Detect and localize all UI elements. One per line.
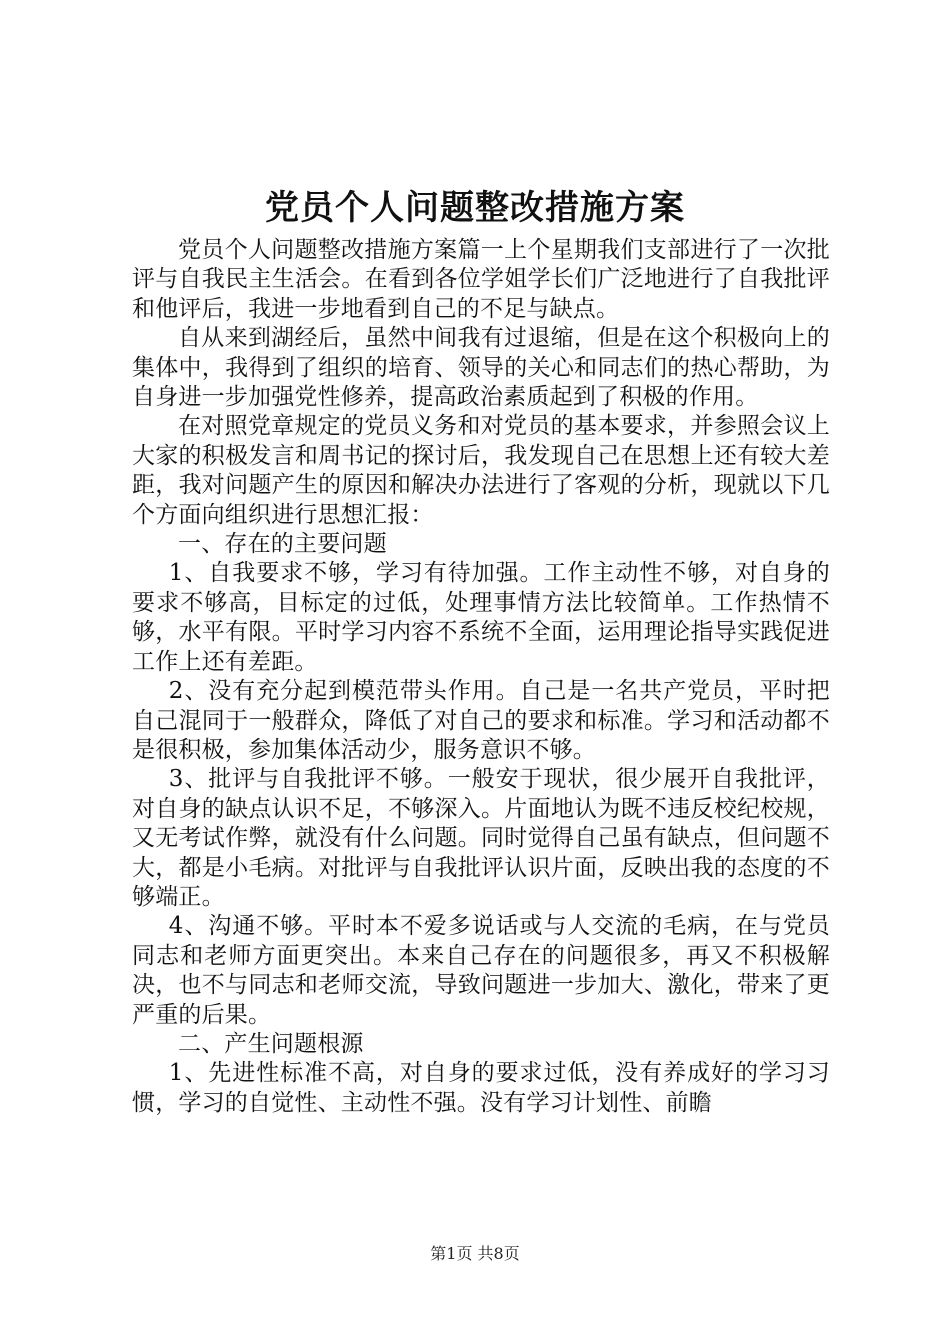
document-body	[132, 236, 830, 1118]
paragraph-intro: 党员个人问题整改措施方案篇一上个星期我们支部进行了一次批评与自我民主生活会。在看到各位学姐学长们广泛地进行了自我批评和他评后，我进一步地看到自己的不足与缺点。	[132, 237, 830, 322]
cause-item-1: 1、先进性标准不高，对自身的要求过低，没有养成好的学习习惯，学习的自觉性、主动性不强。没有学习计划性、前瞻	[132, 1060, 830, 1116]
document-title: 党员个人问题整改措施方案	[265, 188, 685, 228]
problem-item-4: 4、沟通不够。平时本不爱多说话或与人交流的毛病，在与党员同志和老师方面更突出。本来自己存在的问题很多，再又不积极解决，也不与同志和老师交流，导致问题进一步加大、激化，带来了更严重的后果。	[132, 913, 830, 1028]
problem-item-3: 3、批评与自我批评不够。一般安于现状，很少展开自我批评，对自身的缺点认识不足，不够深入。片面地认为既不违反校纪校规，又无考试作弊，就没有什么问题。同时觉得自己虽有缺点，但问题不大，都是小毛病。对批评与自我批评认识片面，反映出我的态度的不够端正。	[132, 766, 830, 910]
problem-item-2: 2、没有充分起到模范带头作用。自己是一名共产党员，平时把自己混同于一般群众，降低了对自己的要求和标准。学习和活动都不是很积极，参加集体活动少，服务意识不够。	[132, 678, 830, 763]
problem-item-1: 1、自我要求不够，学习有待加强。工作主动性不够，对自身的要求不够高，目标定的过低，处理事情方法比较简单。工作热情不够，水平有限。平时学习内容不系统不全面，运用理论指导实践促进工作上还有差距。	[132, 560, 830, 675]
section-heading-problems: 一、存在的主要问题	[178, 531, 387, 558]
section-heading-causes: 二、产生问题根源	[178, 1030, 364, 1057]
paragraph-reflection: 在对照党章规定的党员义务和对党员的基本要求，并参照会议上大家的积极发言和周书记的探讨后，我发现自己在思想上还有较大差距，我对问题产生的原因和解决办法进行了客观的分析，现就以下几个方面向组织进行思想汇报：	[132, 413, 830, 528]
page-footer: 第1页 共8页	[430, 1244, 520, 1263]
paragraph-background: 自从来到湖经后，虽然中间我有过退缩，但是在这个积极向上的集体中，我得到了组织的培育、领导的关心和同志们的热心帮助，为自身进一步加强党性修养，提高政治素质起到了积极的作用。	[132, 325, 830, 411]
